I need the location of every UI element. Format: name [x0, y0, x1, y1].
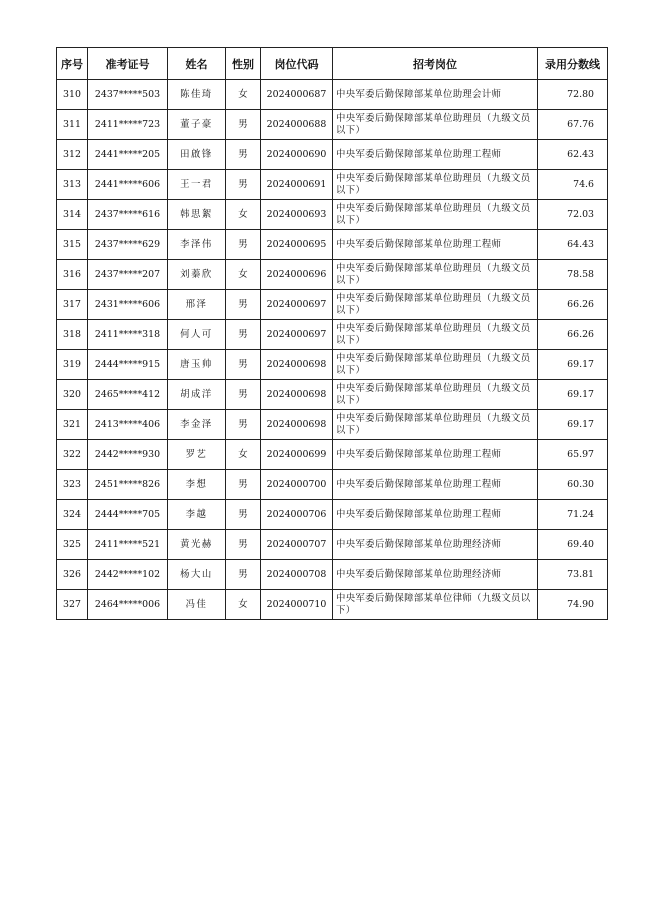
cell-gender: 女: [226, 440, 261, 470]
cell-score: 64.43: [538, 230, 608, 260]
cell-exam-id: 2444*****705: [88, 500, 168, 530]
table-body: [57, 80, 608, 620]
cell-gender: 男: [226, 410, 261, 440]
cell-score: 72.80: [538, 80, 608, 110]
cell-post-code: 2024000697: [261, 320, 333, 350]
cell-post: 中央军委后勤保障部某单位助理会计师: [333, 80, 538, 110]
cell-exam-id: 2464*****006: [88, 590, 168, 620]
cell-exam-id: 2442*****102: [88, 560, 168, 590]
cell-name: 王一君: [168, 170, 226, 200]
cell-exam-id: 2437*****616: [88, 200, 168, 230]
cell-gender: 男: [226, 110, 261, 140]
header-exam-id: 准考证号: [88, 48, 168, 80]
cell-serial: 319: [57, 350, 88, 380]
cell-name: 董子豪: [168, 110, 226, 140]
cell-post-code: 2024000693: [261, 200, 333, 230]
cell-exam-id: 2444*****915: [88, 350, 168, 380]
cell-name: 胡成洋: [168, 380, 226, 410]
cell-post-code: 2024000698: [261, 380, 333, 410]
cell-post: 中央军委后勤保障部某单位助理员（九级文员以下）: [333, 350, 538, 380]
cell-post: 中央军委后勤保障部某单位助理经济师: [333, 560, 538, 590]
cell-exam-id: 2442*****930: [88, 440, 168, 470]
cell-name: 韩思絮: [168, 200, 226, 230]
cell-serial: 321: [57, 410, 88, 440]
cell-name: 李想: [168, 470, 226, 500]
cell-post-code: 2024000687: [261, 80, 333, 110]
header-score: 录用分数线: [538, 48, 608, 80]
cell-serial: 311: [57, 110, 88, 140]
cell-post-code: 2024000707: [261, 530, 333, 560]
cell-name: 唐玉帅: [168, 350, 226, 380]
cell-gender: 男: [226, 560, 261, 590]
header-serial: 序号: [57, 48, 88, 80]
cell-post-code: 2024000699: [261, 440, 333, 470]
table-row: [57, 470, 608, 500]
cell-name: 陈佳琦: [168, 80, 226, 110]
cell-score: 62.43: [538, 140, 608, 170]
cell-serial: 323: [57, 470, 88, 500]
cell-post: 中央军委后勤保障部某单位助理员（九级文员以下）: [333, 200, 538, 230]
cell-exam-id: 2411*****318: [88, 320, 168, 350]
cell-exam-id: 2441*****205: [88, 140, 168, 170]
cell-gender: 男: [226, 170, 261, 200]
table-row: [57, 560, 608, 590]
admission-results-table: [56, 47, 608, 620]
cell-score: 69.40: [538, 530, 608, 560]
cell-gender: 男: [226, 530, 261, 560]
header-post-code: 岗位代码: [261, 48, 333, 80]
cell-serial: 313: [57, 170, 88, 200]
results-sheet: [56, 47, 607, 620]
cell-name: 李泽伟: [168, 230, 226, 260]
cell-post: 中央军委后勤保障部某单位助理工程师: [333, 140, 538, 170]
cell-exam-id: 2411*****521: [88, 530, 168, 560]
cell-serial: 318: [57, 320, 88, 350]
cell-score: 71.24: [538, 500, 608, 530]
cell-score: 69.17: [538, 380, 608, 410]
cell-gender: 男: [226, 470, 261, 500]
cell-exam-id: 2437*****207: [88, 260, 168, 290]
cell-post: 中央军委后勤保障部某单位助理工程师: [333, 440, 538, 470]
cell-post-code: 2024000695: [261, 230, 333, 260]
cell-score: 78.58: [538, 260, 608, 290]
cell-serial: 322: [57, 440, 88, 470]
header-post: 招考岗位: [333, 48, 538, 80]
table-row: [57, 230, 608, 260]
cell-exam-id: 2441*****606: [88, 170, 168, 200]
cell-serial: 326: [57, 560, 88, 590]
cell-name: 罗艺: [168, 440, 226, 470]
table-row: [57, 170, 608, 200]
cell-gender: 男: [226, 230, 261, 260]
header-name: 姓名: [168, 48, 226, 80]
cell-post: 中央军委后勤保障部某单位助理员（九级文员以下）: [333, 290, 538, 320]
cell-post: 中央军委后勤保障部某单位助理员（九级文员以下）: [333, 380, 538, 410]
cell-post-code: 2024000697: [261, 290, 333, 320]
cell-post: 中央军委后勤保障部某单位助理员（九级文员以下）: [333, 110, 538, 140]
header-row: [57, 48, 608, 80]
cell-serial: 320: [57, 380, 88, 410]
cell-name: 冯佳: [168, 590, 226, 620]
table-row: [57, 80, 608, 110]
cell-score: 65.97: [538, 440, 608, 470]
cell-name: 刘蓁欣: [168, 260, 226, 290]
cell-exam-id: 2411*****723: [88, 110, 168, 140]
cell-serial: 317: [57, 290, 88, 320]
cell-post-code: 2024000706: [261, 500, 333, 530]
cell-exam-id: 2413*****406: [88, 410, 168, 440]
cell-serial: 314: [57, 200, 88, 230]
cell-name: 何人可: [168, 320, 226, 350]
cell-serial: 325: [57, 530, 88, 560]
cell-name: 李金泽: [168, 410, 226, 440]
cell-post: 中央军委后勤保障部某单位助理员（九级文员以下）: [333, 410, 538, 440]
table-row: [57, 500, 608, 530]
cell-serial: 310: [57, 80, 88, 110]
table-row: [57, 290, 608, 320]
cell-post: 中央军委后勤保障部某单位助理经济师: [333, 530, 538, 560]
cell-score: 69.17: [538, 410, 608, 440]
table-row: [57, 410, 608, 440]
cell-exam-id: 2465*****412: [88, 380, 168, 410]
cell-gender: 女: [226, 200, 261, 230]
table-row: [57, 530, 608, 560]
cell-exam-id: 2437*****503: [88, 80, 168, 110]
cell-serial: 327: [57, 590, 88, 620]
cell-post: 中央军委后勤保障部某单位助理工程师: [333, 500, 538, 530]
table-row: [57, 110, 608, 140]
cell-name: 李越: [168, 500, 226, 530]
cell-post: 中央军委后勤保障部某单位助理员（九级文员以下）: [333, 260, 538, 290]
table-row: [57, 350, 608, 380]
cell-gender: 女: [226, 590, 261, 620]
cell-post-code: 2024000700: [261, 470, 333, 500]
cell-name: 黄光赫: [168, 530, 226, 560]
cell-post: 中央军委后勤保障部某单位助理工程师: [333, 230, 538, 260]
cell-score: 67.76: [538, 110, 608, 140]
cell-gender: 男: [226, 350, 261, 380]
cell-name: 邢泽: [168, 290, 226, 320]
header-gender: 性别: [226, 48, 261, 80]
cell-gender: 女: [226, 260, 261, 290]
cell-gender: 男: [226, 500, 261, 530]
cell-post-code: 2024000696: [261, 260, 333, 290]
cell-gender: 女: [226, 80, 261, 110]
cell-post-code: 2024000688: [261, 110, 333, 140]
cell-serial: 324: [57, 500, 88, 530]
cell-post-code: 2024000690: [261, 140, 333, 170]
cell-post: 中央军委后勤保障部某单位律师（九级文员以下）: [333, 590, 538, 620]
table-row: [57, 590, 608, 620]
cell-post-code: 2024000710: [261, 590, 333, 620]
cell-serial: 312: [57, 140, 88, 170]
cell-gender: 男: [226, 140, 261, 170]
cell-post-code: 2024000698: [261, 410, 333, 440]
cell-score: 69.17: [538, 350, 608, 380]
cell-gender: 男: [226, 320, 261, 350]
cell-exam-id: 2437*****629: [88, 230, 168, 260]
cell-exam-id: 2431*****606: [88, 290, 168, 320]
cell-name: 杨大山: [168, 560, 226, 590]
cell-name: 田啟锋: [168, 140, 226, 170]
table-row: [57, 320, 608, 350]
cell-serial: 315: [57, 230, 88, 260]
cell-post: 中央军委后勤保障部某单位助理员（九级文员以下）: [333, 320, 538, 350]
cell-gender: 男: [226, 290, 261, 320]
cell-post: 中央军委后勤保障部某单位助理工程师: [333, 470, 538, 500]
cell-score: 66.26: [538, 320, 608, 350]
cell-post-code: 2024000698: [261, 350, 333, 380]
table-row: [57, 200, 608, 230]
table-row: [57, 260, 608, 290]
cell-score: 72.03: [538, 200, 608, 230]
cell-exam-id: 2451*****826: [88, 470, 168, 500]
cell-score: 60.30: [538, 470, 608, 500]
cell-serial: 316: [57, 260, 88, 290]
table-row: [57, 140, 608, 170]
cell-post-code: 2024000691: [261, 170, 333, 200]
cell-score: 66.26: [538, 290, 608, 320]
cell-score: 74.90: [538, 590, 608, 620]
cell-score: 74.6: [538, 170, 608, 200]
cell-score: 73.81: [538, 560, 608, 590]
cell-gender: 男: [226, 380, 261, 410]
cell-post: 中央军委后勤保障部某单位助理员（九级文员以下）: [333, 170, 538, 200]
table-row: [57, 440, 608, 470]
table-row: [57, 380, 608, 410]
cell-post-code: 2024000708: [261, 560, 333, 590]
